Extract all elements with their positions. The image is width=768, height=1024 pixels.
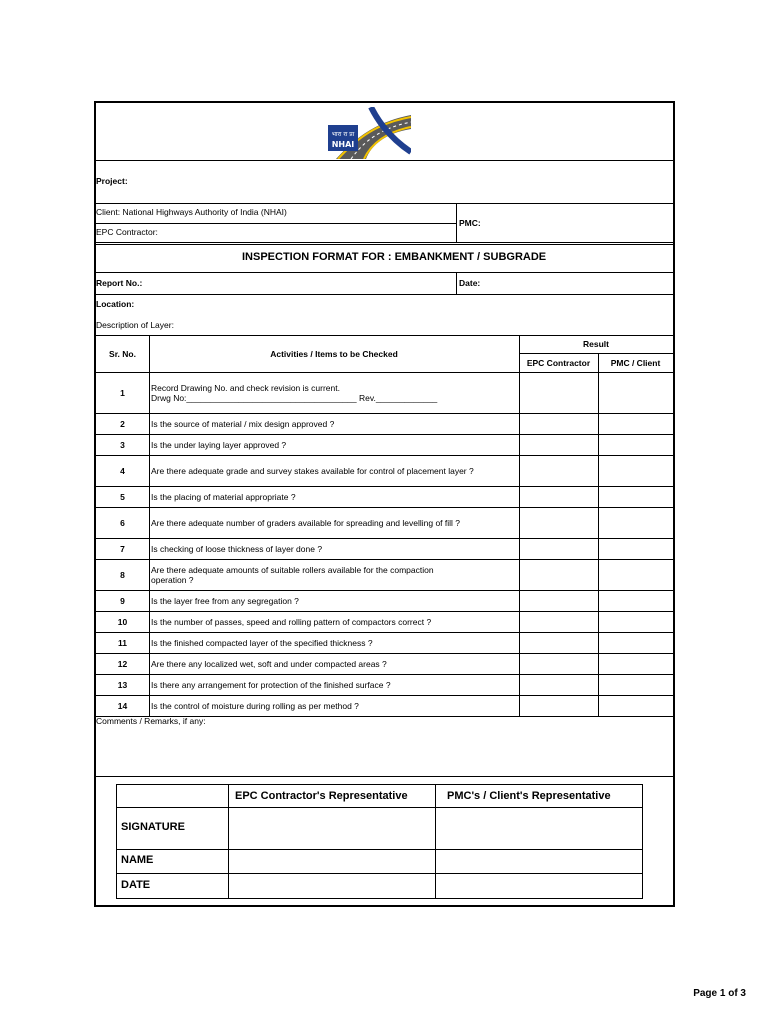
form-title: INSPECTION FORMAT FOR : EMBANKMENT / SUBGRADE <box>242 251 547 263</box>
nhai-logo <box>326 107 411 159</box>
svg-text:NHAI: NHAI <box>331 140 355 149</box>
pmc-signature-field[interactable] <box>436 808 642 849</box>
epc-result-cell[interactable] <box>520 372 598 413</box>
row-activity-text-2: Drwg No:____________________________________ Rev._____________ <box>151 392 438 403</box>
row-activity <box>151 559 517 590</box>
row-activity <box>151 611 517 632</box>
date-row-label: DATE <box>121 879 151 891</box>
epc-result-cell[interactable] <box>520 538 598 559</box>
row-activity <box>151 632 517 653</box>
col-header-srno: Sr. No. <box>109 348 136 359</box>
row-activity <box>151 434 517 455</box>
row-number: 1 <box>120 387 125 398</box>
pmc-result-cell[interactable] <box>599 590 673 611</box>
row-number: 10 <box>117 616 128 627</box>
row-number: 14 <box>117 700 128 711</box>
row-activity <box>151 538 517 559</box>
row-activity <box>151 674 517 695</box>
row-activity-text: Is checking of loose thickness of layer done ? <box>151 543 323 554</box>
pmc-result-cell[interactable] <box>599 559 673 590</box>
row-activity-text: Is the finished compacted layer of the specified thickness ? <box>151 637 373 648</box>
epc-result-cell[interactable] <box>520 611 598 632</box>
row-number: 6 <box>120 517 125 528</box>
pmc-result-cell[interactable] <box>599 538 673 559</box>
row-activity-text: Is the under laying layer approved ? <box>151 439 287 450</box>
signature-table <box>116 784 643 899</box>
pmc-result-cell[interactable] <box>599 611 673 632</box>
row-number: 12 <box>117 658 128 669</box>
comments-label: Comments / Remarks, if any: <box>96 716 206 726</box>
epc-result-cell[interactable] <box>520 486 598 507</box>
report-no-label: Report No.: <box>96 278 143 288</box>
svg-text:भारा रा प्रा: भारा रा प्रा <box>331 131 355 138</box>
row-activity-text: Is the number of passes, speed and rolling pattern of compactors correct ? <box>151 616 432 627</box>
row-number: 4 <box>120 465 125 476</box>
row-activity <box>151 507 517 538</box>
epc-date-field[interactable] <box>229 874 435 898</box>
page-number: Page 1 of 3 <box>693 988 746 999</box>
row-activity <box>151 413 517 434</box>
epc-name-field[interactable] <box>229 850 435 873</box>
row-number: 7 <box>120 543 125 554</box>
col-header-result: Result <box>583 339 609 349</box>
epc-result-cell[interactable] <box>520 590 598 611</box>
epc-result-cell[interactable] <box>520 674 598 695</box>
epc-result-cell[interactable] <box>520 434 598 455</box>
row-activity <box>151 695 517 716</box>
row-activity-text: Are there any localized wet, soft and under compacted areas ? <box>151 658 387 669</box>
row-number: 5 <box>120 491 125 502</box>
pmc-date-field[interactable] <box>436 874 642 898</box>
row-activity <box>151 455 517 486</box>
row-activity-text: Is the control of moisture during rolling as per method ? <box>151 700 359 711</box>
epc-result-cell[interactable] <box>520 413 598 434</box>
location-label: Location: <box>96 299 135 309</box>
pmc-result-cell[interactable] <box>599 632 673 653</box>
epc-signature-field[interactable] <box>229 808 435 849</box>
pmc-label: PMC: <box>459 218 481 228</box>
name-label: NAME <box>121 854 154 866</box>
pmc-result-cell[interactable] <box>599 674 673 695</box>
epc-result-cell[interactable] <box>520 653 598 674</box>
project-label: Project: <box>96 176 128 186</box>
row-activity-text: Is there any arrangement for protection of the finished surface ? <box>151 679 391 690</box>
pmc-result-cell[interactable] <box>599 653 673 674</box>
row-number: 8 <box>120 569 125 580</box>
pmc-result-cell[interactable] <box>599 486 673 507</box>
col-header-epc: EPC Contractor <box>526 357 591 368</box>
pmc-result-cell[interactable] <box>599 372 673 413</box>
pmc-result-cell[interactable] <box>599 507 673 538</box>
row-activity-text-2: operation ? <box>151 574 194 585</box>
signature-label: SIGNATURE <box>121 821 185 833</box>
row-number: 13 <box>117 679 128 690</box>
epc-result-cell[interactable] <box>520 455 598 486</box>
col-header-activities: Activities / Items to be Checked <box>270 348 398 359</box>
row-activity-text: Is the source of material / mix design approved ? <box>151 418 335 429</box>
row-activity <box>151 653 517 674</box>
row-activity-text: Record Drawing No. and check revision is current. <box>151 382 340 393</box>
row-number: 9 <box>120 595 125 606</box>
col-header-pmc: PMC / Client <box>610 357 661 368</box>
client-label: Client: National Highways Authority of India (NHAI) <box>96 207 287 217</box>
epc-result-cell[interactable] <box>520 559 598 590</box>
comments-area[interactable] <box>96 728 673 776</box>
pmc-name-field[interactable] <box>436 850 642 873</box>
pmc-result-cell[interactable] <box>599 434 673 455</box>
row-activity <box>151 486 517 507</box>
row-activity-text: Are there adequate amounts of suitable rollers available for the compaction <box>151 564 434 575</box>
row-activity-text: Is the placing of material appropriate ? <box>151 491 296 502</box>
row-activity-text: Are there adequate number of graders available for spreading and levelling of fill ? <box>151 517 461 528</box>
row-activity <box>151 590 517 611</box>
pmc-result-cell[interactable] <box>599 455 673 486</box>
row-number: 2 <box>120 418 125 429</box>
description-label: Description of Layer: <box>96 320 174 330</box>
row-number: 11 <box>118 637 127 648</box>
pmc-result-cell[interactable] <box>599 695 673 716</box>
epc-contractor-label: EPC Contractor: <box>96 227 158 237</box>
inspection-form <box>94 101 675 907</box>
row-activity-text: Are there adequate grade and survey stakes available for control of placement layer ? <box>151 465 474 476</box>
pmc-representative-header: PMC's / Client's Representative <box>447 790 611 802</box>
epc-result-cell[interactable] <box>520 695 598 716</box>
pmc-result-cell[interactable] <box>599 413 673 434</box>
row-number: 3 <box>120 439 125 450</box>
row-activity <box>151 372 517 413</box>
row-activity-text: Is the layer free from any segregation ? <box>151 595 299 606</box>
epc-result-cell[interactable] <box>520 632 598 653</box>
date-label: Date: <box>459 278 481 288</box>
epc-result-cell[interactable] <box>520 507 598 538</box>
epc-representative-header: EPC Contractor's Representative <box>235 790 408 802</box>
